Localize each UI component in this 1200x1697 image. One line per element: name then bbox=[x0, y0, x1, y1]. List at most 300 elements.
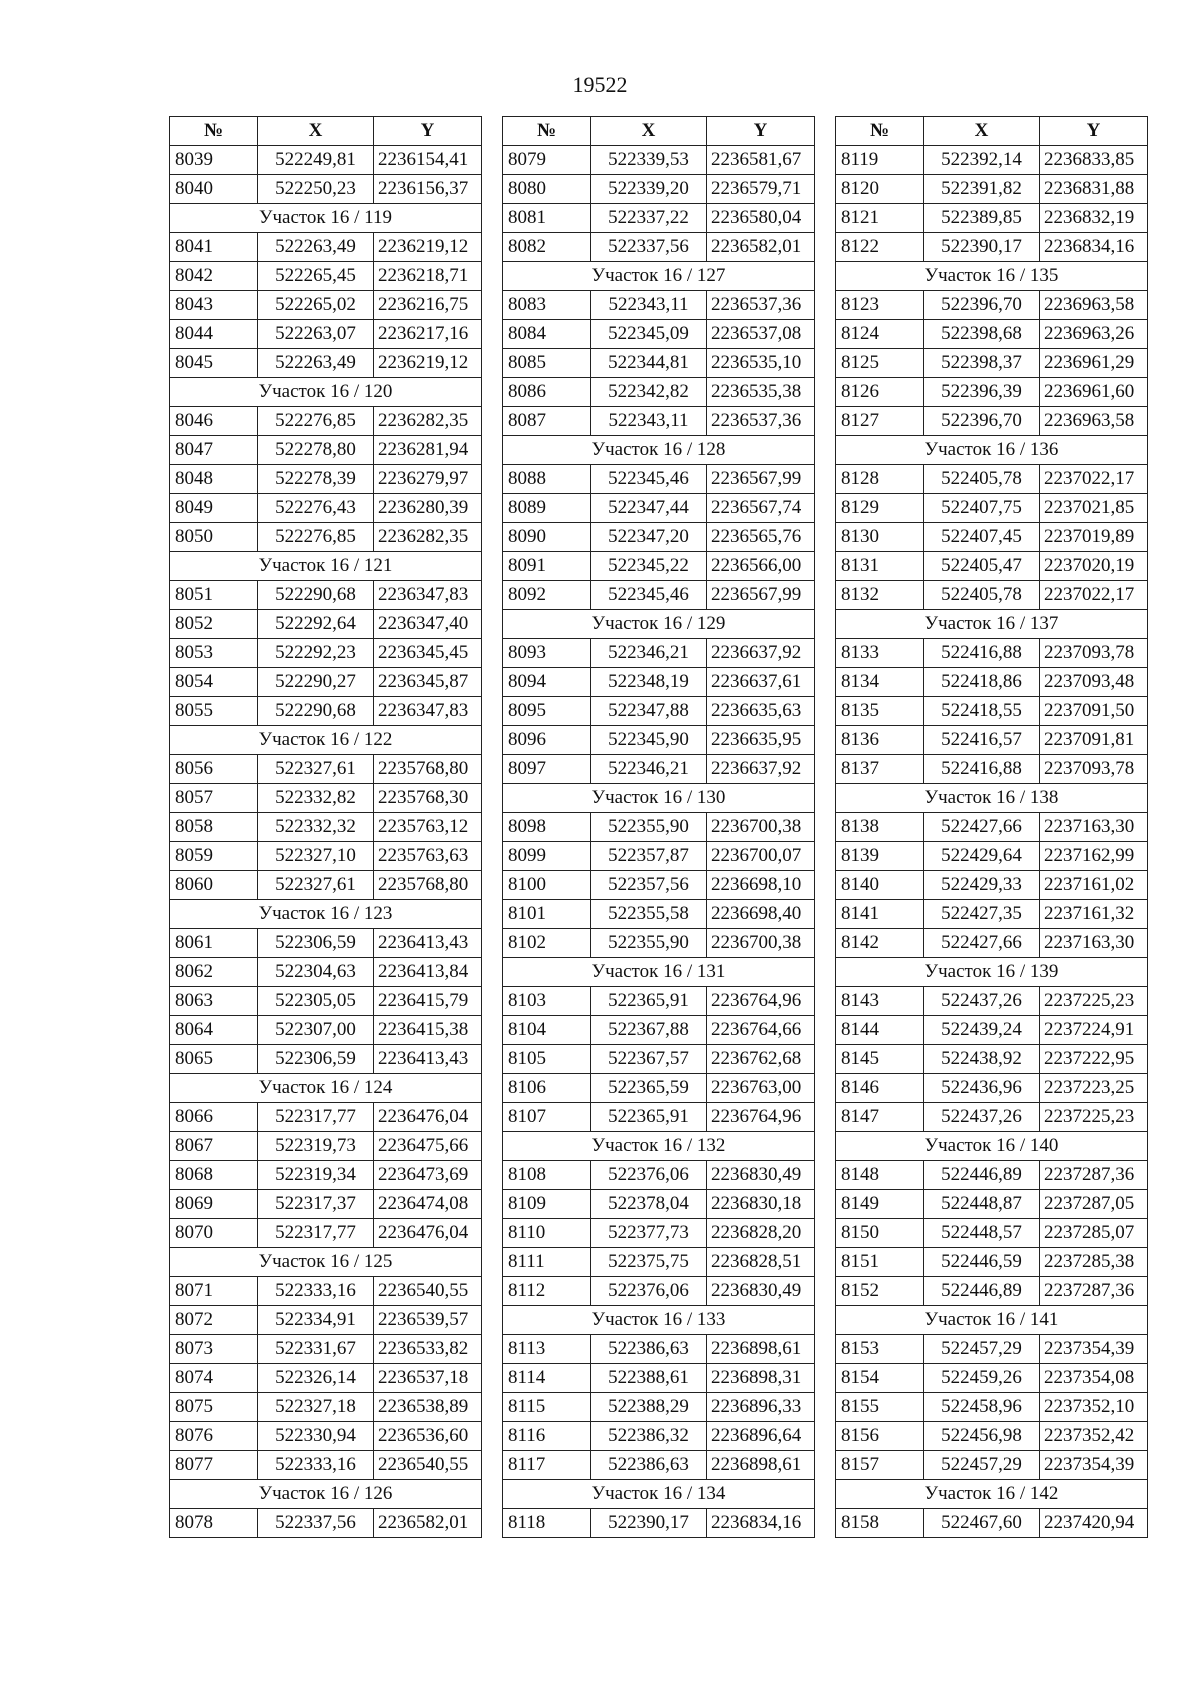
table-row bbox=[170, 1451, 482, 1480]
table-row bbox=[170, 697, 482, 726]
y-coordinate: 2235768,80 bbox=[374, 871, 482, 900]
x-coordinate: 522334,91 bbox=[258, 1306, 374, 1335]
x-coordinate: 522357,87 bbox=[591, 842, 707, 871]
x-coordinate: 522317,37 bbox=[258, 1190, 374, 1219]
table-row bbox=[503, 1045, 815, 1074]
x-coordinate: 522306,59 bbox=[258, 929, 374, 958]
y-coordinate: 2236345,87 bbox=[374, 668, 482, 697]
x-coordinate: 522263,07 bbox=[258, 320, 374, 349]
x-coordinate: 522448,87 bbox=[924, 1190, 1040, 1219]
table-row bbox=[503, 755, 815, 784]
y-coordinate: 2236961,29 bbox=[1040, 349, 1148, 378]
y-coordinate: 2237420,94 bbox=[1040, 1509, 1148, 1538]
table-row bbox=[836, 291, 1148, 320]
table-row bbox=[836, 1509, 1148, 1538]
column-header-number: № bbox=[503, 117, 591, 146]
point-number: 8151 bbox=[836, 1248, 924, 1277]
x-coordinate: 522388,29 bbox=[591, 1393, 707, 1422]
y-coordinate: 2237222,95 bbox=[1040, 1045, 1148, 1074]
point-number: 8113 bbox=[503, 1335, 591, 1364]
column-header-number: № bbox=[836, 117, 924, 146]
x-coordinate: 522348,19 bbox=[591, 668, 707, 697]
y-coordinate: 2235768,80 bbox=[374, 755, 482, 784]
x-coordinate: 522347,20 bbox=[591, 523, 707, 552]
table-row bbox=[170, 668, 482, 697]
point-number: 8124 bbox=[836, 320, 924, 349]
point-number: 8098 bbox=[503, 813, 591, 842]
x-coordinate: 522446,59 bbox=[924, 1248, 1040, 1277]
y-coordinate: 2236637,92 bbox=[707, 755, 815, 784]
x-coordinate: 522337,22 bbox=[591, 204, 707, 233]
y-coordinate: 2236413,43 bbox=[374, 1045, 482, 1074]
x-coordinate: 522333,16 bbox=[258, 1451, 374, 1480]
y-coordinate: 2236533,82 bbox=[374, 1335, 482, 1364]
point-number: 8101 bbox=[503, 900, 591, 929]
x-coordinate: 522376,06 bbox=[591, 1277, 707, 1306]
section-label: Участок 16 / 130 bbox=[503, 784, 815, 813]
x-coordinate: 522337,56 bbox=[258, 1509, 374, 1538]
x-coordinate: 522448,57 bbox=[924, 1219, 1040, 1248]
table-row bbox=[836, 842, 1148, 871]
table-row bbox=[836, 378, 1148, 407]
point-number: 8157 bbox=[836, 1451, 924, 1480]
point-number: 8065 bbox=[170, 1045, 258, 1074]
point-number: 8102 bbox=[503, 929, 591, 958]
y-coordinate: 2237225,23 bbox=[1040, 1103, 1148, 1132]
table-row bbox=[503, 1393, 815, 1422]
x-coordinate: 522317,77 bbox=[258, 1219, 374, 1248]
point-number: 8120 bbox=[836, 175, 924, 204]
x-coordinate: 522396,70 bbox=[924, 407, 1040, 436]
table-row bbox=[170, 1103, 482, 1132]
point-number: 8061 bbox=[170, 929, 258, 958]
table-row bbox=[836, 639, 1148, 668]
y-coordinate: 2236540,55 bbox=[374, 1451, 482, 1480]
section-row bbox=[170, 900, 482, 929]
point-number: 8089 bbox=[503, 494, 591, 523]
column-header-number: № bbox=[170, 117, 258, 146]
x-coordinate: 522389,85 bbox=[924, 204, 1040, 233]
y-coordinate: 2237161,02 bbox=[1040, 871, 1148, 900]
x-coordinate: 522326,14 bbox=[258, 1364, 374, 1393]
point-number: 8119 bbox=[836, 146, 924, 175]
section-label: Участок 16 / 133 bbox=[503, 1306, 815, 1335]
y-coordinate: 2237020,19 bbox=[1040, 552, 1148, 581]
x-coordinate: 522346,21 bbox=[591, 639, 707, 668]
section-label: Участок 16 / 122 bbox=[170, 726, 482, 755]
point-number: 8129 bbox=[836, 494, 924, 523]
table-row bbox=[170, 1335, 482, 1364]
table-row bbox=[170, 1045, 482, 1074]
x-coordinate: 522392,14 bbox=[924, 146, 1040, 175]
x-coordinate: 522343,11 bbox=[591, 291, 707, 320]
y-coordinate: 2236832,19 bbox=[1040, 204, 1148, 233]
x-coordinate: 522327,18 bbox=[258, 1393, 374, 1422]
x-coordinate: 522418,55 bbox=[924, 697, 1040, 726]
section-label: Участок 16 / 119 bbox=[170, 204, 482, 233]
table-row bbox=[170, 1364, 482, 1393]
table-row bbox=[503, 1190, 815, 1219]
point-number: 8110 bbox=[503, 1219, 591, 1248]
point-number: 8071 bbox=[170, 1277, 258, 1306]
y-coordinate: 2236281,94 bbox=[374, 436, 482, 465]
point-number: 8087 bbox=[503, 407, 591, 436]
x-coordinate: 522367,57 bbox=[591, 1045, 707, 1074]
y-coordinate: 2237022,17 bbox=[1040, 581, 1148, 610]
y-coordinate: 2236537,08 bbox=[707, 320, 815, 349]
point-number: 8047 bbox=[170, 436, 258, 465]
x-coordinate: 522365,91 bbox=[591, 987, 707, 1016]
table-row bbox=[836, 1277, 1148, 1306]
point-number: 8067 bbox=[170, 1132, 258, 1161]
table-row bbox=[170, 1161, 482, 1190]
column-header-x: X bbox=[591, 117, 707, 146]
x-coordinate: 522292,64 bbox=[258, 610, 374, 639]
table-row bbox=[503, 1277, 815, 1306]
y-coordinate: 2236831,88 bbox=[1040, 175, 1148, 204]
x-coordinate: 522386,63 bbox=[591, 1451, 707, 1480]
y-coordinate: 2236535,10 bbox=[707, 349, 815, 378]
column-header-y: Y bbox=[374, 117, 482, 146]
x-coordinate: 522327,61 bbox=[258, 755, 374, 784]
point-number: 8073 bbox=[170, 1335, 258, 1364]
section-label: Участок 16 / 139 bbox=[836, 958, 1148, 987]
section-row bbox=[836, 610, 1148, 639]
y-coordinate: 2237224,91 bbox=[1040, 1016, 1148, 1045]
y-coordinate: 2237223,25 bbox=[1040, 1074, 1148, 1103]
point-number: 8078 bbox=[170, 1509, 258, 1538]
table-row bbox=[836, 1161, 1148, 1190]
point-number: 8097 bbox=[503, 755, 591, 784]
x-coordinate: 522436,96 bbox=[924, 1074, 1040, 1103]
y-coordinate: 2236635,63 bbox=[707, 697, 815, 726]
point-number: 8148 bbox=[836, 1161, 924, 1190]
x-coordinate: 522407,45 bbox=[924, 523, 1040, 552]
point-number: 8127 bbox=[836, 407, 924, 436]
point-number: 8123 bbox=[836, 291, 924, 320]
y-coordinate: 2236537,36 bbox=[707, 291, 815, 320]
x-coordinate: 522390,17 bbox=[591, 1509, 707, 1538]
x-coordinate: 522332,82 bbox=[258, 784, 374, 813]
x-coordinate: 522407,75 bbox=[924, 494, 1040, 523]
section-row bbox=[503, 1306, 815, 1335]
point-number: 8138 bbox=[836, 813, 924, 842]
point-number: 8052 bbox=[170, 610, 258, 639]
x-coordinate: 522446,89 bbox=[924, 1277, 1040, 1306]
table-row bbox=[836, 697, 1148, 726]
table-row bbox=[836, 1074, 1148, 1103]
table-row bbox=[170, 1509, 482, 1538]
section-row bbox=[503, 1480, 815, 1509]
table-row bbox=[836, 146, 1148, 175]
x-coordinate: 522355,58 bbox=[591, 900, 707, 929]
x-coordinate: 522367,88 bbox=[591, 1016, 707, 1045]
y-coordinate: 2236764,96 bbox=[707, 987, 815, 1016]
y-coordinate: 2237163,30 bbox=[1040, 813, 1148, 842]
table-row bbox=[503, 929, 815, 958]
point-number: 8055 bbox=[170, 697, 258, 726]
y-coordinate: 2236579,71 bbox=[707, 175, 815, 204]
table-row bbox=[503, 349, 815, 378]
y-coordinate: 2236217,16 bbox=[374, 320, 482, 349]
y-coordinate: 2237163,30 bbox=[1040, 929, 1148, 958]
y-coordinate: 2236637,92 bbox=[707, 639, 815, 668]
table-row bbox=[503, 1422, 815, 1451]
table-row bbox=[170, 523, 482, 552]
table-row bbox=[836, 1103, 1148, 1132]
point-number: 8137 bbox=[836, 755, 924, 784]
x-coordinate: 522427,66 bbox=[924, 813, 1040, 842]
table-row bbox=[836, 1335, 1148, 1364]
y-coordinate: 2236535,38 bbox=[707, 378, 815, 407]
x-coordinate: 522398,37 bbox=[924, 349, 1040, 378]
y-coordinate: 2237352,42 bbox=[1040, 1422, 1148, 1451]
table-row bbox=[503, 320, 815, 349]
section-row bbox=[836, 1132, 1148, 1161]
x-coordinate: 522278,80 bbox=[258, 436, 374, 465]
x-coordinate: 522347,88 bbox=[591, 697, 707, 726]
table-row bbox=[170, 1132, 482, 1161]
x-coordinate: 522398,68 bbox=[924, 320, 1040, 349]
x-coordinate: 522345,46 bbox=[591, 581, 707, 610]
x-coordinate: 522345,90 bbox=[591, 726, 707, 755]
section-row bbox=[836, 784, 1148, 813]
point-number: 8116 bbox=[503, 1422, 591, 1451]
point-number: 8091 bbox=[503, 552, 591, 581]
x-coordinate: 522319,34 bbox=[258, 1161, 374, 1190]
point-number: 8145 bbox=[836, 1045, 924, 1074]
point-number: 8153 bbox=[836, 1335, 924, 1364]
x-coordinate: 522405,78 bbox=[924, 465, 1040, 494]
table-row bbox=[170, 639, 482, 668]
point-number: 8146 bbox=[836, 1074, 924, 1103]
table-row bbox=[170, 784, 482, 813]
section-label: Участок 16 / 127 bbox=[503, 262, 815, 291]
y-coordinate: 2236280,39 bbox=[374, 494, 482, 523]
section-row bbox=[170, 552, 482, 581]
y-coordinate: 2236828,20 bbox=[707, 1219, 815, 1248]
table-row bbox=[170, 1190, 482, 1219]
table-row bbox=[836, 755, 1148, 784]
point-number: 8105 bbox=[503, 1045, 591, 1074]
point-number: 8152 bbox=[836, 1277, 924, 1306]
table-row bbox=[836, 320, 1148, 349]
section-row bbox=[170, 204, 482, 233]
point-number: 8077 bbox=[170, 1451, 258, 1480]
table-row bbox=[170, 320, 482, 349]
y-coordinate: 2237287,05 bbox=[1040, 1190, 1148, 1219]
y-coordinate: 2236898,61 bbox=[707, 1451, 815, 1480]
table-row bbox=[170, 233, 482, 262]
section-label: Участок 16 / 135 bbox=[836, 262, 1148, 291]
point-number: 8042 bbox=[170, 262, 258, 291]
point-number: 8068 bbox=[170, 1161, 258, 1190]
y-coordinate: 2237021,85 bbox=[1040, 494, 1148, 523]
table-row bbox=[503, 146, 815, 175]
point-number: 8155 bbox=[836, 1393, 924, 1422]
table-row bbox=[170, 1422, 482, 1451]
x-coordinate: 522386,63 bbox=[591, 1335, 707, 1364]
point-number: 8083 bbox=[503, 291, 591, 320]
x-coordinate: 522457,29 bbox=[924, 1451, 1040, 1480]
point-number: 8093 bbox=[503, 639, 591, 668]
section-row bbox=[503, 610, 815, 639]
table-row bbox=[836, 494, 1148, 523]
point-number: 8092 bbox=[503, 581, 591, 610]
y-coordinate: 2236637,61 bbox=[707, 668, 815, 697]
point-number: 8049 bbox=[170, 494, 258, 523]
table-row bbox=[836, 1393, 1148, 1422]
table-row bbox=[503, 639, 815, 668]
x-coordinate: 522357,56 bbox=[591, 871, 707, 900]
point-number: 8082 bbox=[503, 233, 591, 262]
section-label: Участок 16 / 137 bbox=[836, 610, 1148, 639]
x-coordinate: 522429,64 bbox=[924, 842, 1040, 871]
table-row bbox=[170, 871, 482, 900]
x-coordinate: 522342,82 bbox=[591, 378, 707, 407]
point-number: 8103 bbox=[503, 987, 591, 1016]
point-number: 8104 bbox=[503, 1016, 591, 1045]
x-coordinate: 522276,43 bbox=[258, 494, 374, 523]
section-label: Участок 16 / 126 bbox=[170, 1480, 482, 1509]
point-number: 8140 bbox=[836, 871, 924, 900]
y-coordinate: 2236700,38 bbox=[707, 929, 815, 958]
x-coordinate: 522355,90 bbox=[591, 929, 707, 958]
y-coordinate: 2236538,89 bbox=[374, 1393, 482, 1422]
y-coordinate: 2236415,79 bbox=[374, 987, 482, 1016]
y-coordinate: 2236567,99 bbox=[707, 465, 815, 494]
table-row bbox=[503, 1219, 815, 1248]
point-number: 8144 bbox=[836, 1016, 924, 1045]
x-coordinate: 522418,86 bbox=[924, 668, 1040, 697]
x-coordinate: 522429,33 bbox=[924, 871, 1040, 900]
point-number: 8131 bbox=[836, 552, 924, 581]
table-row bbox=[503, 1016, 815, 1045]
point-number: 8136 bbox=[836, 726, 924, 755]
x-coordinate: 522265,45 bbox=[258, 262, 374, 291]
y-coordinate: 2236219,12 bbox=[374, 349, 482, 378]
y-coordinate: 2237161,32 bbox=[1040, 900, 1148, 929]
point-number: 8074 bbox=[170, 1364, 258, 1393]
point-number: 8046 bbox=[170, 407, 258, 436]
table-row bbox=[170, 581, 482, 610]
section-row bbox=[503, 436, 815, 465]
x-coordinate: 522459,26 bbox=[924, 1364, 1040, 1393]
table-row bbox=[503, 842, 815, 871]
table-row bbox=[503, 175, 815, 204]
table-row bbox=[170, 1219, 482, 1248]
table-row bbox=[503, 1364, 815, 1393]
section-label: Участок 16 / 121 bbox=[170, 552, 482, 581]
x-coordinate: 522376,06 bbox=[591, 1161, 707, 1190]
table-row bbox=[503, 407, 815, 436]
table-row bbox=[836, 813, 1148, 842]
point-number: 8069 bbox=[170, 1190, 258, 1219]
x-coordinate: 522416,57 bbox=[924, 726, 1040, 755]
section-row bbox=[170, 726, 482, 755]
section-row bbox=[503, 262, 815, 291]
x-coordinate: 522344,81 bbox=[591, 349, 707, 378]
point-number: 8111 bbox=[503, 1248, 591, 1277]
point-number: 8109 bbox=[503, 1190, 591, 1219]
table-row bbox=[503, 1074, 815, 1103]
section-row bbox=[503, 958, 815, 987]
y-coordinate: 2236963,58 bbox=[1040, 407, 1148, 436]
section-label: Участок 16 / 125 bbox=[170, 1248, 482, 1277]
point-number: 8063 bbox=[170, 987, 258, 1016]
y-coordinate: 2236567,74 bbox=[707, 494, 815, 523]
table-row bbox=[836, 552, 1148, 581]
table-row bbox=[836, 1422, 1148, 1451]
point-number: 8154 bbox=[836, 1364, 924, 1393]
table-row bbox=[503, 697, 815, 726]
y-coordinate: 2236537,36 bbox=[707, 407, 815, 436]
section-label: Участок 16 / 142 bbox=[836, 1480, 1148, 1509]
y-coordinate: 2237091,50 bbox=[1040, 697, 1148, 726]
table-row bbox=[170, 1306, 482, 1335]
y-coordinate: 2237019,89 bbox=[1040, 523, 1148, 552]
x-coordinate: 522327,61 bbox=[258, 871, 374, 900]
point-number: 8126 bbox=[836, 378, 924, 407]
x-coordinate: 522438,92 bbox=[924, 1045, 1040, 1074]
table-row bbox=[170, 436, 482, 465]
table-row bbox=[503, 494, 815, 523]
table-row bbox=[836, 668, 1148, 697]
x-coordinate: 522365,91 bbox=[591, 1103, 707, 1132]
y-coordinate: 2236834,16 bbox=[707, 1509, 815, 1538]
point-number: 8081 bbox=[503, 204, 591, 233]
column-header-y: Y bbox=[707, 117, 815, 146]
point-number: 8056 bbox=[170, 755, 258, 784]
table-row bbox=[503, 581, 815, 610]
x-coordinate: 522396,39 bbox=[924, 378, 1040, 407]
x-coordinate: 522345,46 bbox=[591, 465, 707, 494]
table-row bbox=[170, 610, 482, 639]
section-row bbox=[836, 262, 1148, 291]
table-row bbox=[503, 1161, 815, 1190]
point-number: 8134 bbox=[836, 668, 924, 697]
x-coordinate: 522416,88 bbox=[924, 639, 1040, 668]
x-coordinate: 522249,81 bbox=[258, 146, 374, 175]
x-coordinate: 522337,56 bbox=[591, 233, 707, 262]
table-row bbox=[836, 175, 1148, 204]
y-coordinate: 2236698,10 bbox=[707, 871, 815, 900]
section-label: Участок 16 / 138 bbox=[836, 784, 1148, 813]
point-number: 8088 bbox=[503, 465, 591, 494]
x-coordinate: 522405,78 bbox=[924, 581, 1040, 610]
x-coordinate: 522327,10 bbox=[258, 842, 374, 871]
section-label: Участок 16 / 120 bbox=[170, 378, 482, 407]
y-coordinate: 2236963,26 bbox=[1040, 320, 1148, 349]
x-coordinate: 522292,23 bbox=[258, 639, 374, 668]
x-coordinate: 522345,09 bbox=[591, 320, 707, 349]
section-row bbox=[836, 1480, 1148, 1509]
point-number: 8051 bbox=[170, 581, 258, 610]
table-row bbox=[836, 900, 1148, 929]
point-number: 8085 bbox=[503, 349, 591, 378]
table-row bbox=[503, 233, 815, 262]
section-label: Участок 16 / 134 bbox=[503, 1480, 815, 1509]
y-coordinate: 2236830,49 bbox=[707, 1161, 815, 1190]
point-number: 8044 bbox=[170, 320, 258, 349]
table-row bbox=[836, 1219, 1148, 1248]
y-coordinate: 2236565,76 bbox=[707, 523, 815, 552]
point-number: 8070 bbox=[170, 1219, 258, 1248]
table-row bbox=[170, 929, 482, 958]
x-coordinate: 522446,89 bbox=[924, 1161, 1040, 1190]
y-coordinate: 2236347,40 bbox=[374, 610, 482, 639]
x-coordinate: 522467,60 bbox=[924, 1509, 1040, 1538]
